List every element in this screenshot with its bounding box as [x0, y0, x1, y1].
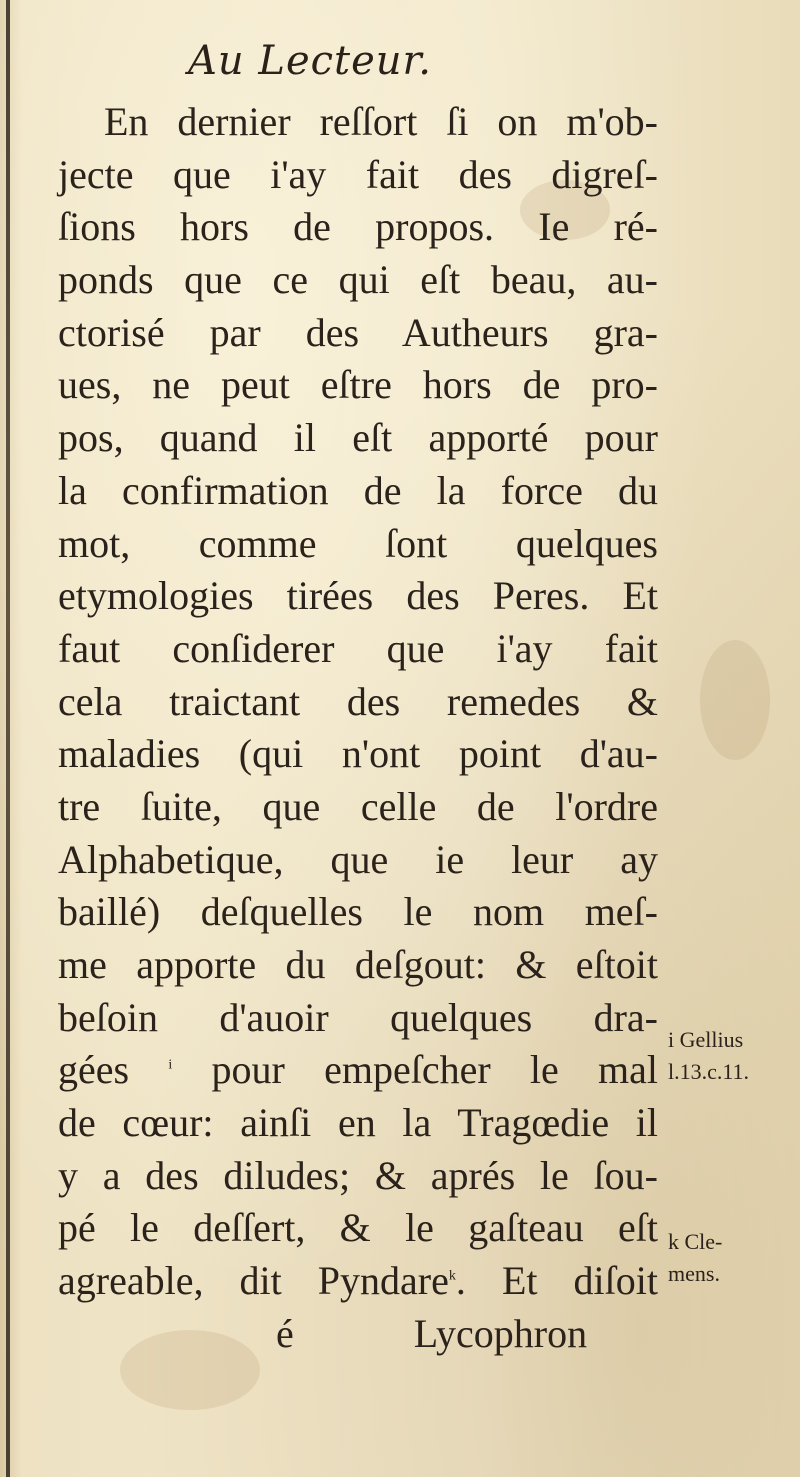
catch-line: [58, 1308, 658, 1361]
catchword: Lycophron: [413, 1310, 588, 1356]
text-line: [58, 1255, 658, 1308]
text-line: tre ſuite, que celle de l'ordre: [58, 783, 658, 829]
text-line: me apporte du deſgout: & eſtoit: [58, 942, 658, 987]
text-line: ſions hors de propos. Ie ré-: [58, 204, 658, 250]
text-line: beſoin d'auoir quelques dra-: [58, 994, 658, 1040]
text-line: cela traictant des remedes &: [58, 678, 658, 724]
text-line: Alphabetique, que ie leur ay: [58, 836, 658, 882]
text-line: y a des diludes; & aprés le ſou-: [58, 1152, 658, 1198]
text-line: ues, ne peut eſtre hors de pro-: [58, 362, 658, 408]
text-fragment: . Et diſoit: [455, 1258, 658, 1304]
marginal-note-line: l.13.c.11.: [668, 1059, 750, 1084]
text-fragment: pour empeſcher le mal: [211, 1047, 659, 1093]
text-line: baillé) deſquelles le nom meſ-: [58, 889, 658, 935]
text-line: [58, 1044, 658, 1097]
text-line: mot, comme ſont quelques: [58, 520, 658, 566]
text-line: la confirmation de la force du: [58, 467, 658, 513]
footnote-mark-k: k: [448, 1268, 456, 1284]
marginal-note-line: i Gellius: [668, 1027, 744, 1052]
text-line: ponds que ce qui eſt beau, au-: [58, 257, 658, 303]
marginal-note-i: [668, 1024, 749, 1088]
text-line: jecte que i'ay fait des digreſ-: [58, 151, 658, 197]
text-line: de cœur: ainſi en la Tragœdie il: [58, 1100, 658, 1146]
marginal-note-line: k Cle-: [668, 1229, 723, 1254]
text-line: En dernier reſſort ſi on m'ob-: [104, 99, 658, 144]
text-fragment: gées: [58, 1047, 130, 1093]
marginal-note-k: [668, 1226, 722, 1290]
body-text: [58, 96, 658, 1361]
text-line: maladies (qui n'ont point d'au-: [58, 731, 658, 777]
text-fragment: agreable, dit Pyndare: [58, 1258, 449, 1304]
text-line: pé le deſſert, & le gaſteau eſt: [58, 1205, 658, 1251]
paper-stain: [700, 640, 770, 760]
binding-gutter: [6, 0, 10, 1477]
footnote-mark-i: i: [168, 1058, 173, 1074]
text-line: ctorisé par des Autheurs gra-: [58, 309, 658, 355]
text-line: etymologies tirées des Peres. Et: [58, 573, 658, 619]
text-line: faut conſiderer que i'ay fait: [58, 625, 658, 671]
text-line: pos, quand il eſt apporté pour: [58, 415, 658, 461]
marginal-note-line: mens.: [668, 1261, 720, 1286]
signature-mark: é: [276, 1310, 294, 1356]
running-header: Au Lecteur.: [188, 38, 432, 84]
